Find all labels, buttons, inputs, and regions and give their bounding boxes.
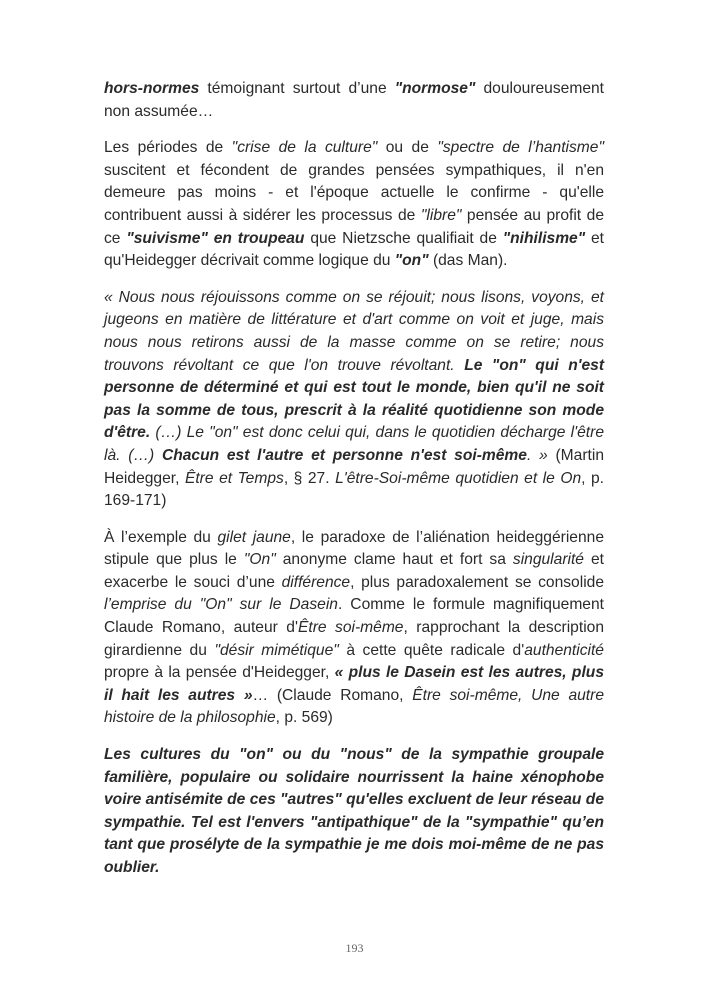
- text-run: anonyme clame haut et fort sa: [275, 551, 513, 569]
- text-run: Les cultures du "on" ou du "nous" de la sympathie groupale familière, populaire ou solidaire nourrissent la haine xénophobe voire antisémite de ces "autres" qu'elles excluent de leur réseau de sympathie. Tel est l'envers "antipathique" de la "sympathie" qu’en tant que prosélyte de la sympathie je me dois moi-même de ne pas oublier.: [104, 746, 604, 876]
- text-run: singularité: [512, 551, 584, 569]
- text-run: , § 27.: [283, 469, 336, 487]
- text-run: Les périodes de: [104, 139, 232, 157]
- text-run: pensée au profit de ce: [104, 206, 604, 247]
- text-run: "désir mimétique": [214, 641, 339, 659]
- paragraph-1: [104, 78, 604, 123]
- text-run: "normose": [394, 80, 476, 97]
- text-run: l’emprise du "On" sur le Dasein: [104, 596, 338, 614]
- text-run: propre à la pensée d'Heidegger,: [104, 664, 335, 682]
- text-run: (das Man).: [428, 252, 508, 270]
- text-run: ou de: [377, 139, 438, 157]
- text-run: que Nietzsche qualifiait de: [304, 229, 503, 247]
- paragraph-4: [104, 527, 604, 730]
- text-run: , le paradoxe de l’aliénation heideggérienne stipule que plus le: [104, 528, 604, 569]
- text-run: "spectre de l’hantisme": [437, 139, 604, 157]
- text-run: et exacerbe le souci d’une: [104, 551, 604, 591]
- text-run: "on": [394, 252, 429, 270]
- text-run: et qu'Heidegger décrivait comme logique du: [104, 229, 604, 270]
- text-run: gilet jaune: [217, 528, 291, 546]
- text-run: Être soi-même: [297, 619, 404, 637]
- text-run: "nihilisme": [502, 229, 586, 247]
- page-number: 193: [345, 941, 364, 955]
- text-run: . Comme le formule magnifiquement Claude Romano, auteur d': [104, 596, 604, 637]
- text-run: . »: [526, 446, 548, 464]
- text-run: douloureusement non assumée…: [104, 80, 604, 120]
- text-run: , rapprochant la description girardienne du: [104, 619, 605, 659]
- text-run: suscitent et fécondent de grandes pensées sympathiques, il n'en demeure pas moins - et l'époque actuelle le confirme - qu'elle contribuent aussi à sidérer les processus de: [104, 161, 604, 224]
- page-body: [104, 78, 604, 894]
- paragraph-3-heidegger-quote: [104, 287, 604, 513]
- text-run: "suivisme" en troupeau: [126, 229, 305, 247]
- text-run: "On": [243, 551, 276, 569]
- text-run: (Martin Heidegger,: [104, 446, 604, 487]
- text-run: Être et Temps: [184, 469, 284, 487]
- text-run: « Nous nous réjouissons comme on se réjouit; nous lisons, voyons, et jugeons en matière de littérature et d'art comme on voit et juge, mais nous nous retirons aussi de la masse comme on se retire; nous trouvons révoltant ce que l'on trouve révoltant.: [104, 288, 604, 374]
- text-run: authenticité: [524, 641, 604, 659]
- text-run: à cette quête radicale d': [338, 641, 525, 659]
- text-run: Chacun est l'autre et personne n'est soi-même: [161, 446, 527, 464]
- text-run: , plus paradoxalement se consolide: [350, 573, 604, 591]
- text-run: Être soi-même, Une autre histoire de la philosophie: [104, 686, 604, 727]
- text-run: "crise de la culture": [231, 139, 378, 157]
- text-run: , p. 169-171): [104, 469, 604, 510]
- text-run: témoignant surtout d’une: [199, 80, 395, 97]
- text-run: À l’exemple du: [104, 528, 218, 546]
- text-run: différence: [281, 573, 351, 591]
- text-run: L'être-Soi-même quotidien et le On: [335, 469, 582, 487]
- text-run: (…) Le "on" est donc celui qui, dans le quotidien décharge l'être là. (…): [104, 424, 604, 464]
- text-run: "libre": [420, 206, 462, 224]
- text-run: Le "on" qui n'est personne de déterminé et qui est tout le monde, bien qu'il ne soit pas la somme de tous, prescrit à la réalité quotidienne son mode d'être.: [104, 356, 605, 442]
- text-run: , p. 569): [275, 709, 333, 727]
- paragraph-5-conclusion: [104, 744, 604, 880]
- text-run: « plus le Dasein est les autres, plus il hait les autres »: [104, 664, 604, 704]
- paragraph-2: [104, 137, 604, 273]
- text-run: hors-normes: [104, 80, 200, 97]
- text-run: … (Claude Romano,: [252, 686, 413, 704]
